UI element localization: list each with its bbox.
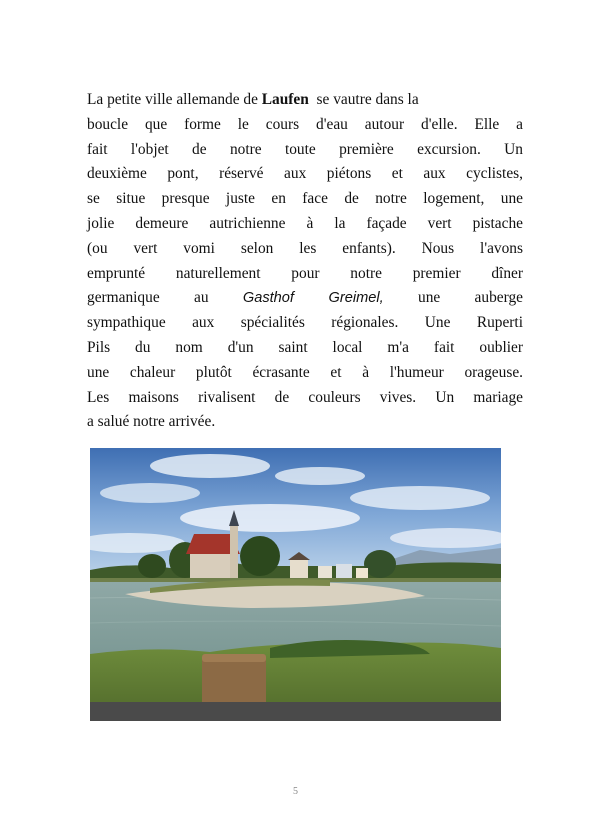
text-line-13: Les maisons rivalisent de couleurs vives. Un mariage — [87, 388, 523, 406]
restaurant-name: Gasthof Greimel, — [242, 290, 384, 307]
text-line-2: boucle que forme le cours d'eau autour d'elle. Elle a — [87, 115, 523, 133]
page-number: 5 — [293, 786, 298, 797]
place-name-laufen: Laufen — [261, 91, 309, 108]
text-line-8: emprunté naturellement pour notre premier dîner — [87, 264, 523, 282]
text-line-6: jolie demeure autrichienne à la façade vert pistache — [87, 214, 523, 232]
river-photo — [90, 448, 501, 721]
text-line-14: a salué notre arrivée. — [87, 413, 216, 431]
text-line-12: une chaleur plutôt écrasante et à l'humeur orageuse. — [87, 363, 523, 381]
text-line-3: fait l'objet de notre toute première excursion. Un — [87, 140, 523, 158]
text-line-10: sympathique aux spécialités régionales. Une Ruperti — [87, 314, 523, 332]
text-line-7: (ou vert vomi selon les enfants). Nous l'avons — [87, 239, 523, 257]
body-paragraph — [87, 88, 523, 435]
text-line-5: se situe presque juste en face de notre logement, une — [87, 190, 523, 208]
text-line-9: germanique au Gasthof Greimel, une auberge — [87, 289, 523, 307]
text-line-4: deuxième pont, réservé aux piétons et aux cyclistes, — [87, 165, 523, 183]
text-line-1: La petite ville allemande de Laufen se vautre dans la — [87, 91, 419, 108]
text-line-11: Pils du nom d'un saint local m'a fait oublier — [87, 338, 523, 356]
